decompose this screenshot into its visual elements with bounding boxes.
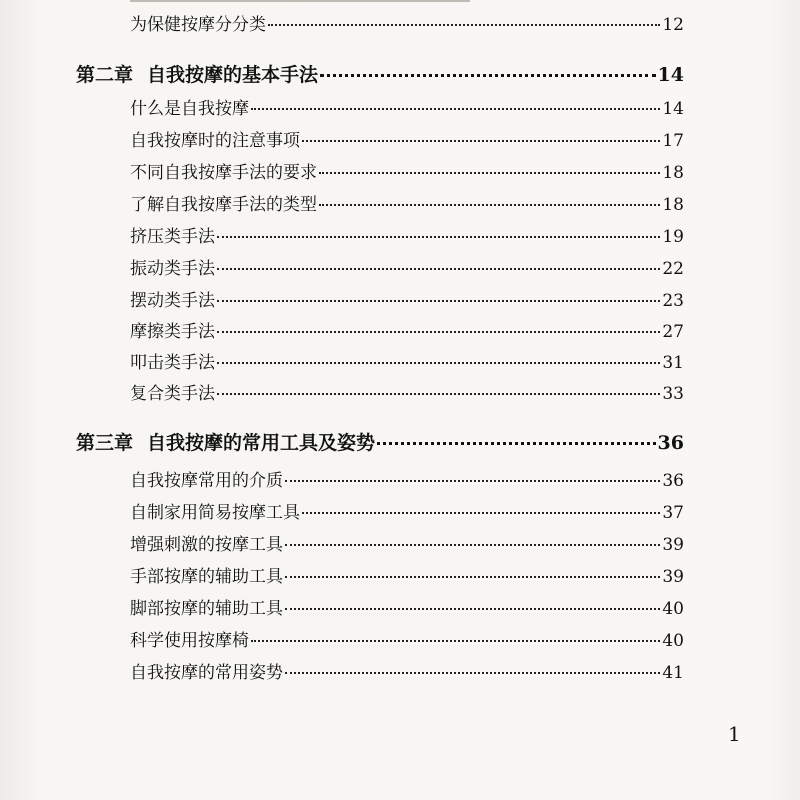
toc-entry-page: 19 (662, 227, 684, 247)
dot-leader (217, 362, 660, 364)
toc-entry-page: 39 (662, 567, 684, 587)
toc-chapter-heading (76, 428, 684, 456)
dot-leader (285, 480, 660, 482)
toc-entry-title: 什么是自我按摩 (130, 99, 249, 119)
toc-entry (130, 530, 684, 554)
toc-entry-title: 增强刺激的按摩工具 (130, 535, 283, 555)
toc-chapter-heading (76, 60, 684, 88)
toc-entry-page: 27 (662, 322, 684, 342)
toc-entry (130, 126, 684, 150)
toc-entry-title: 为保健按摩分分类 (130, 15, 266, 35)
dot-leader (217, 331, 660, 333)
dot-leader (302, 140, 660, 142)
toc-entry-title: 脚部按摩的辅助工具 (130, 599, 283, 619)
toc-entry-title: 自我按摩时的注意事项 (130, 131, 300, 151)
toc-entry-title: 科学使用按摩椅 (130, 631, 249, 651)
page-top-edge (130, 0, 470, 2)
toc-entry (130, 626, 684, 650)
page-number: 1 (728, 722, 741, 746)
toc-entry (130, 466, 684, 490)
toc-entry-page: 39 (662, 535, 684, 555)
toc-entry (130, 286, 684, 310)
dot-leader (217, 268, 660, 270)
chapter-page: 36 (657, 432, 684, 454)
toc-entry-title: 振动类手法 (130, 259, 215, 279)
toc-entry (130, 190, 684, 214)
toc-entry-title: 复合类手法 (130, 384, 215, 404)
toc-entry-title: 摆动类手法 (130, 291, 215, 311)
toc-entry (130, 594, 684, 618)
dot-leader (217, 393, 660, 395)
toc-entry (130, 658, 684, 682)
dot-leader (285, 608, 660, 610)
dot-leader (217, 300, 660, 302)
toc-entry-page: 12 (662, 15, 684, 35)
toc-entry-page: 14 (662, 99, 684, 119)
toc-entry-title: 了解自我按摩手法的类型 (130, 195, 317, 215)
toc-entry-title: 自我按摩常用的介质 (130, 471, 283, 491)
toc-entry-title: 挤压类手法 (130, 227, 215, 247)
toc-entry (130, 562, 684, 586)
toc-entry (130, 158, 684, 182)
dot-leader (320, 74, 656, 77)
toc-entry-title: 不同自我按摩手法的要求 (130, 163, 317, 183)
toc-entry (130, 348, 684, 372)
toc-entry-page: 22 (662, 259, 684, 279)
toc-entry-page: 23 (662, 291, 684, 311)
dot-leader (285, 672, 660, 674)
dot-leader (285, 544, 660, 546)
toc-entry-page: 36 (662, 471, 684, 491)
toc-entry (130, 94, 684, 118)
toc-entry-title: 手部按摩的辅助工具 (130, 567, 283, 587)
toc-entry-page: 40 (662, 599, 684, 619)
toc-entry (130, 317, 684, 341)
toc-entry (130, 498, 684, 522)
dot-leader (319, 204, 660, 206)
toc-entry (130, 254, 684, 278)
dot-leader (268, 24, 660, 26)
toc-entry-title: 自我按摩的常用姿势 (130, 663, 283, 683)
dot-leader (319, 172, 660, 174)
toc-entry-title: 摩擦类手法 (130, 322, 215, 342)
toc-entry-page: 37 (662, 503, 684, 523)
toc-entry-page: 40 (662, 631, 684, 651)
toc-entry (130, 379, 684, 403)
toc-entry-page: 41 (662, 663, 684, 683)
dot-leader (302, 512, 660, 514)
chapter-title: 自我按摩的常用工具及姿势 (147, 432, 376, 454)
chapter-number: 第三章 (76, 432, 134, 454)
toc-entry (130, 222, 684, 246)
toc-entry-page: 31 (662, 353, 684, 373)
dot-leader (251, 640, 660, 642)
dot-leader (285, 576, 660, 578)
chapter-number: 第二章 (76, 64, 134, 86)
toc-entry-page: 18 (662, 163, 684, 183)
toc-entry (130, 10, 684, 34)
dot-leader (251, 108, 660, 110)
chapter-title: 自我按摩的基本手法 (147, 64, 319, 86)
toc-entry-page: 17 (662, 131, 684, 151)
toc-entry-page: 18 (662, 195, 684, 215)
toc-entry-page: 33 (662, 384, 684, 404)
toc-entry-title: 叩击类手法 (130, 353, 215, 373)
chapter-page: 14 (657, 64, 684, 86)
toc-entry-title: 自制家用简易按摩工具 (130, 503, 300, 523)
dot-leader (377, 442, 656, 445)
dot-leader (217, 236, 660, 238)
